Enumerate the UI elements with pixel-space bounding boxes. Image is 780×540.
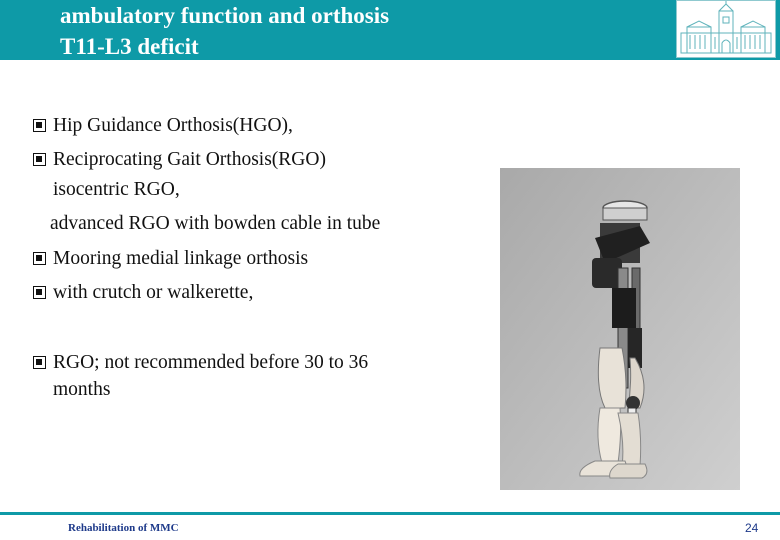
slide-title: [60, 0, 389, 62]
header-bar: [0, 0, 780, 60]
checkbox-bullet-icon: [33, 119, 46, 132]
title-line-2: T11-L3 deficit: [60, 34, 199, 59]
footer-rule: [0, 512, 780, 515]
building-logo-icon: [676, 0, 776, 58]
page-number: 24: [745, 521, 759, 535]
sub-item: months: [53, 379, 111, 400]
title-line-1: ambulatory function and orthosis: [60, 3, 390, 28]
checkbox-bullet-icon: [33, 286, 46, 299]
checkbox-bullet-icon: [33, 356, 46, 369]
orthosis-photo: [500, 168, 740, 490]
sub-item: isocentric RGO,: [53, 179, 180, 200]
checkbox-bullet-icon: [33, 153, 46, 166]
bullet-item: with crutch or walkerette,: [33, 282, 253, 304]
bullet-item: Mooring medial linkage orthosis: [33, 248, 308, 270]
footer-course-title: Rehabilitation of MMC: [68, 522, 179, 534]
bullet-item: Reciprocating Gait Orthosis(RGO): [33, 149, 326, 171]
bullet-item: RGO; not recommended before 30 to 36: [33, 352, 368, 374]
bullet-item: Hip Guidance Orthosis(HGO),: [33, 115, 293, 137]
checkbox-bullet-icon: [33, 252, 46, 265]
sub-item: advanced RGO with bowden cable in tube: [50, 213, 381, 234]
